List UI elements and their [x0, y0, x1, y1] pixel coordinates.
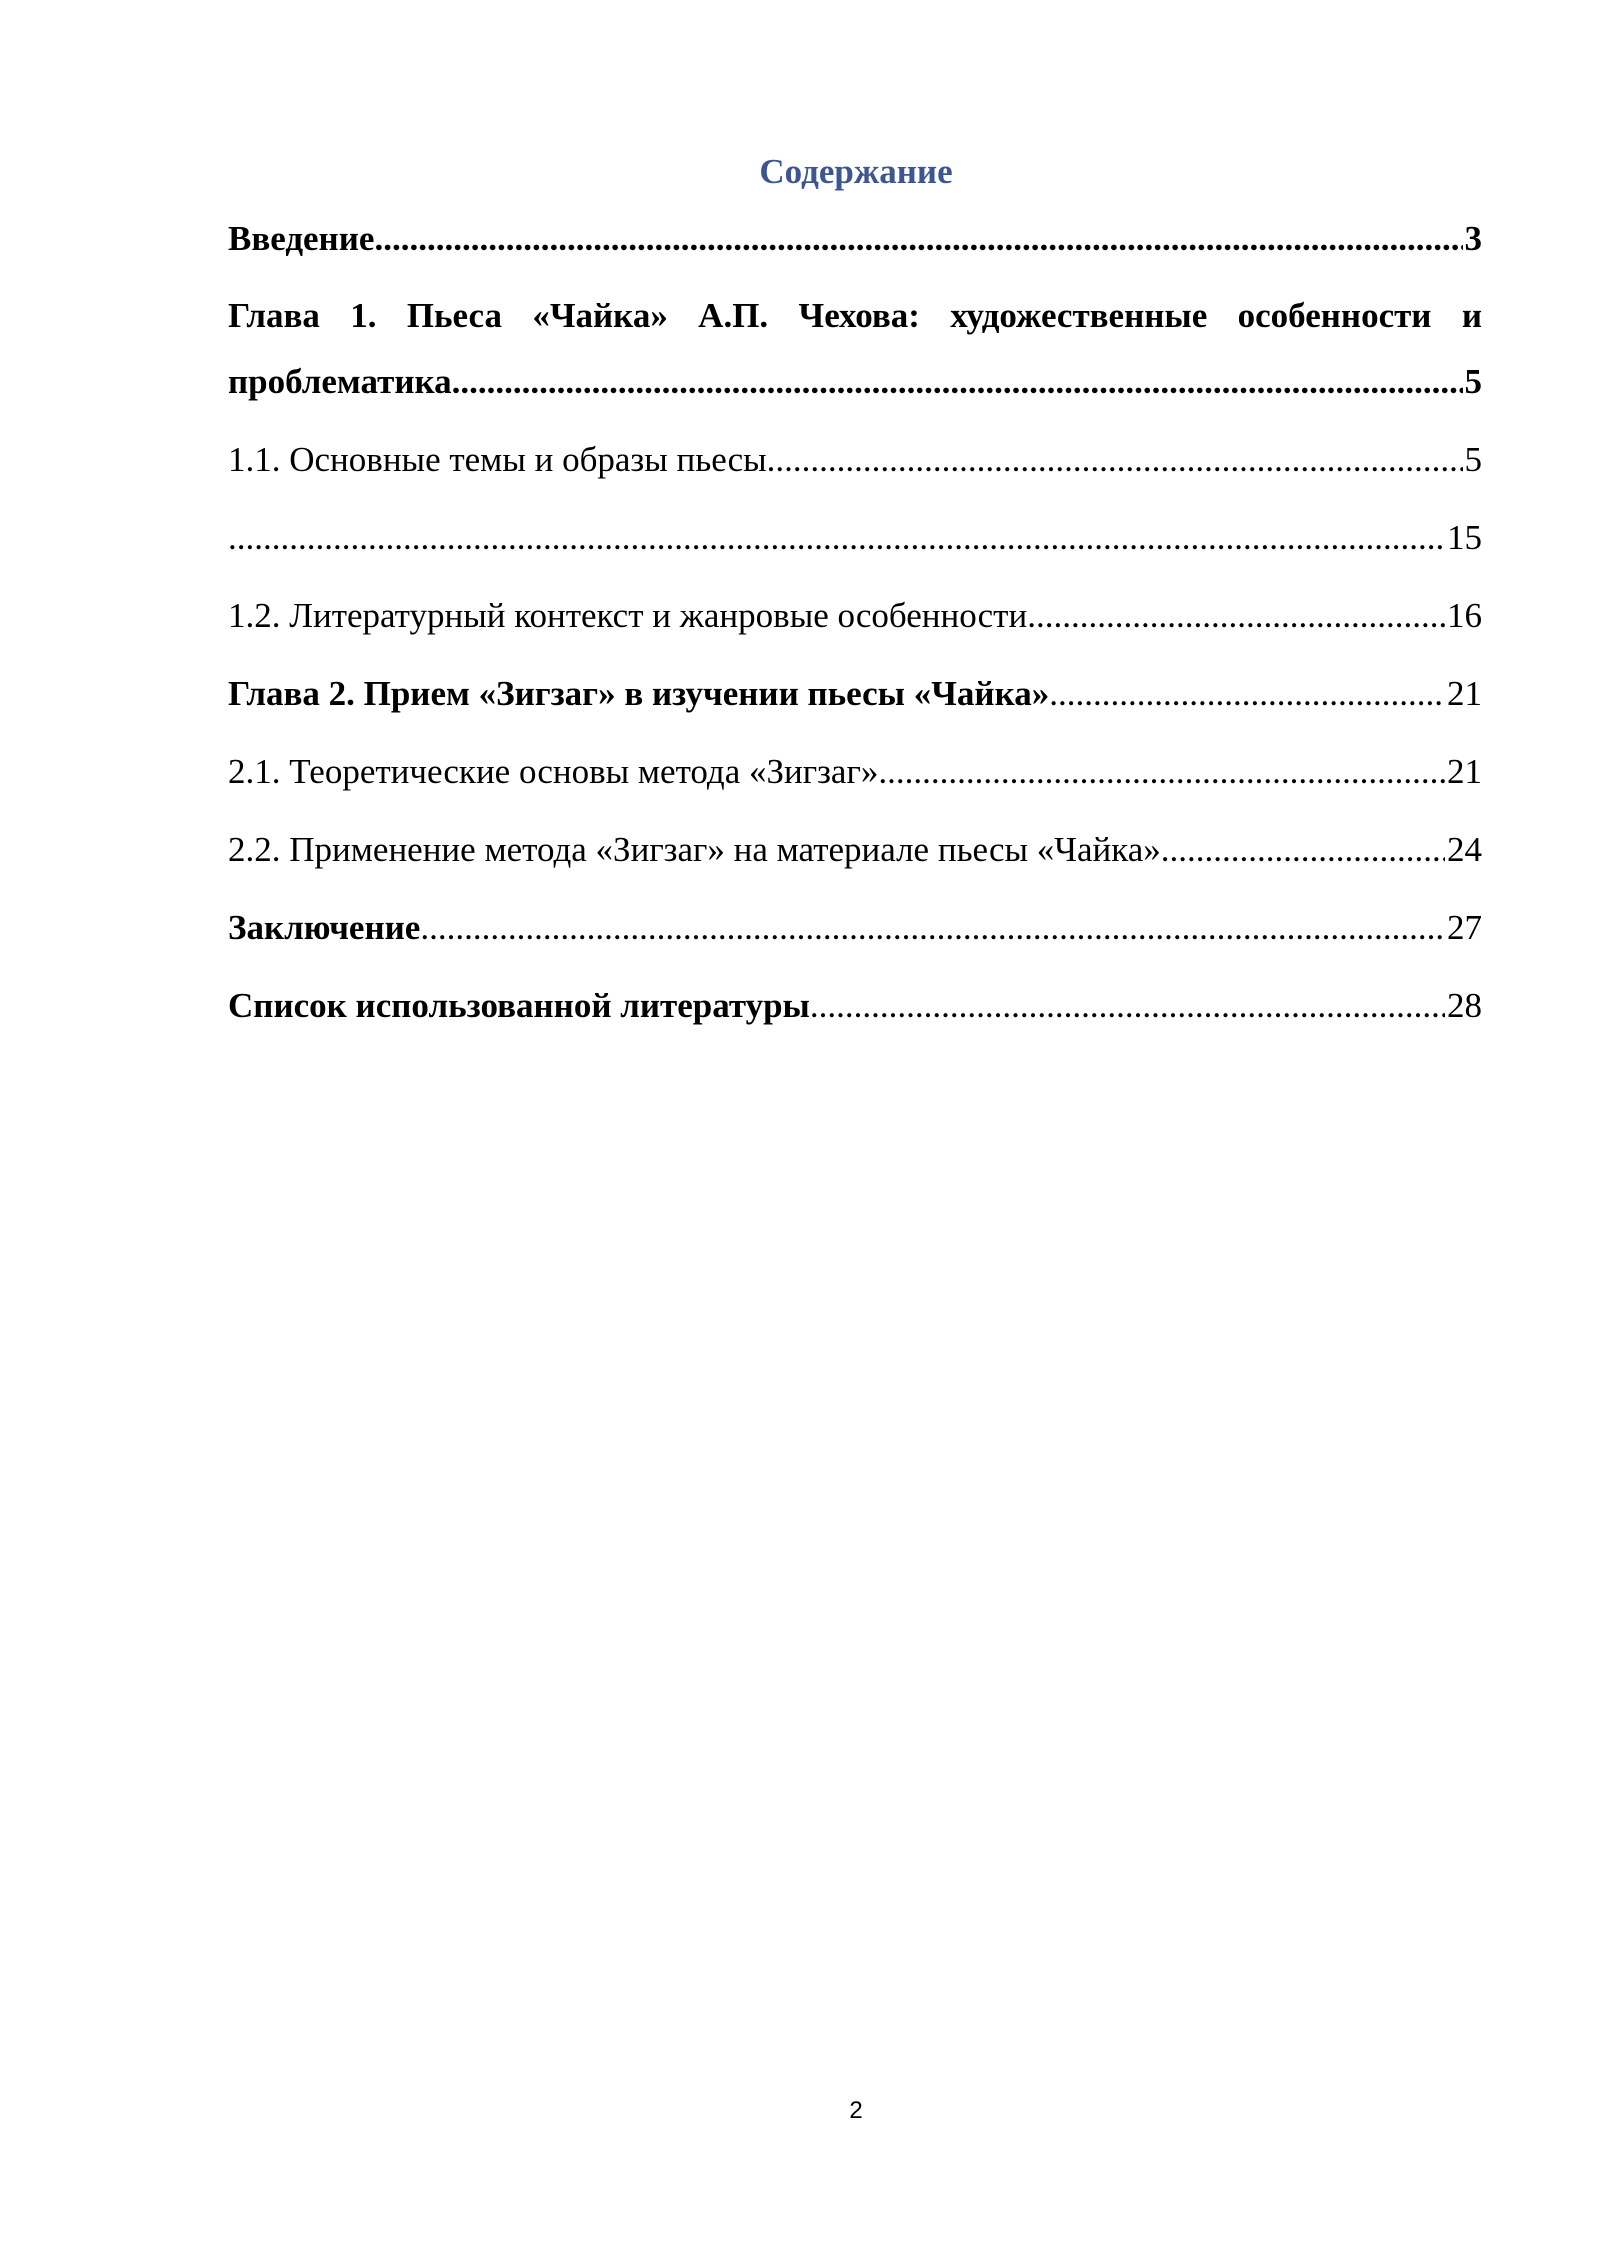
- leader-dots: [878, 750, 1445, 794]
- toc-entry-introduction[interactable]: [228, 217, 1482, 261]
- leader-dots: [374, 217, 1462, 261]
- toc-entry-page: 16: [1447, 596, 1482, 635]
- toc-entry-label: 1.2. Литературный контекст и жанровые особенности: [228, 596, 1028, 635]
- toc-entry-label: 2.1. Теоретические основы метода «Зигзаг»: [228, 752, 879, 791]
- leader-dots: [420, 906, 1445, 950]
- toc-entry-chapter2[interactable]: [228, 672, 1482, 716]
- toc-entry-label: Список использованной литературы: [228, 986, 810, 1025]
- toc-entry-label: Глава 2. Прием «Зигзаг» в изучении пьесы «Чайка»: [228, 674, 1050, 713]
- toc-entry-page: 3: [1464, 219, 1482, 258]
- toc-entry-conclusion[interactable]: [228, 906, 1482, 950]
- toc-entry-page: 5: [1464, 362, 1482, 401]
- toc-entry-page: 21: [1447, 674, 1482, 713]
- toc-entry-page: 24: [1447, 830, 1482, 869]
- leader-dots: [452, 360, 1463, 404]
- toc-entry-label: Введение: [228, 219, 375, 258]
- toc-entry-label: Заключение: [228, 908, 421, 947]
- leader-dots: [767, 438, 1463, 482]
- toc-entry-untitled[interactable]: [228, 516, 1482, 560]
- toc-entry-section-2-2[interactable]: [228, 828, 1482, 872]
- toc-entry-section-1-1[interactable]: [228, 438, 1482, 482]
- toc-entry-section-2-1[interactable]: [228, 750, 1482, 794]
- toc-entry-page: 21: [1447, 752, 1482, 791]
- toc-entry-page: 27: [1447, 908, 1482, 947]
- leader-dots: [1049, 672, 1445, 716]
- toc-entry-chapter1-line1[interactable]: Глава 1. Пьеса «Чайка» А.П. Чехова: художественные особенности и: [228, 296, 1482, 335]
- toc-entry-chapter1[interactable]: [228, 360, 1482, 404]
- page-number: 2: [849, 2097, 863, 2124]
- leader-dots: [228, 516, 1445, 560]
- toc-title: Содержание: [759, 152, 953, 191]
- toc-entry-page: 28: [1447, 986, 1482, 1025]
- toc-entry-page: 5: [1464, 440, 1482, 479]
- leader-dots: [1161, 828, 1445, 872]
- toc-entry-label: 2.2. Применение метода «Зигзаг» на материале пьесы «Чайка»: [228, 830, 1161, 869]
- toc-entry-label: проблематика: [228, 362, 452, 401]
- toc-entry-page: 15: [1447, 518, 1482, 557]
- toc-entry-label: 1.1. Основные темы и образы пьесы: [228, 440, 767, 479]
- toc-entry-bibliography[interactable]: [228, 984, 1482, 1028]
- leader-dots: [810, 984, 1445, 1028]
- toc-entry-section-1-2[interactable]: [228, 594, 1482, 638]
- leader-dots: [1027, 594, 1445, 638]
